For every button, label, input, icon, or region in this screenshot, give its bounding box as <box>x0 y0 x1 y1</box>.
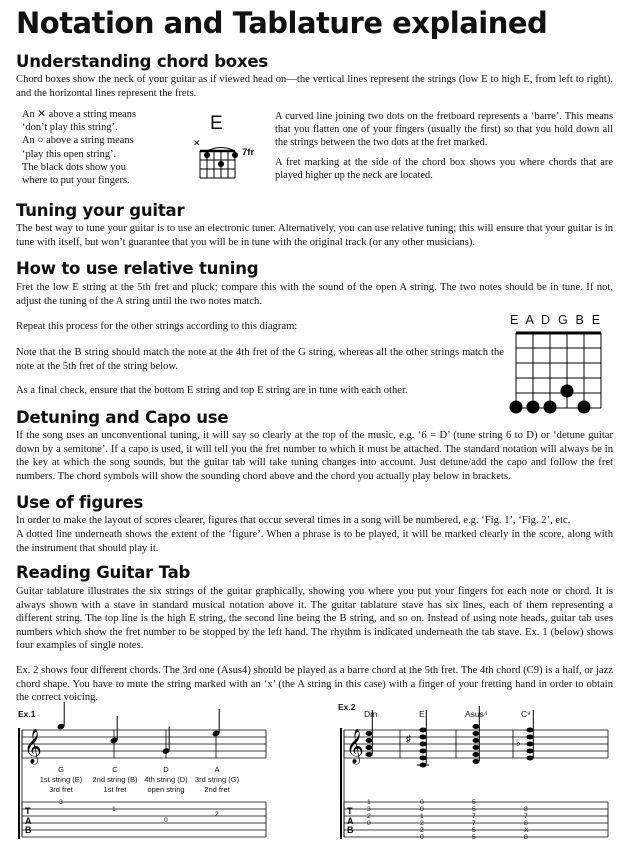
ex1-tab-number: 1 <box>112 806 116 813</box>
legend-line: The black dots show you <box>22 161 126 173</box>
ex1-note-caption: D 4th string (D) open string <box>144 765 188 794</box>
heading-figures: Use of figures <box>16 493 144 512</box>
legend-line: ‘play this open string’. <box>22 148 117 160</box>
ex2-chord-name: C⁹ <box>521 709 531 719</box>
fret-marking-text: A fret marking at the side of the chord box shows you where chords that are played higher up the neck are located. <box>275 157 613 182</box>
svg-text:♯: ♯ <box>406 734 411 745</box>
ex2-chord-name: E <box>419 709 425 719</box>
relative-text-1: Fret the low E string at the 5th fret and pluck; compare this with the sound of the open A string. The two notes should be in tune. If not, adjust the tuning of the A string until the two notes match. <box>16 282 613 307</box>
chord-e <box>406 710 429 768</box>
svg-text:♭: ♭ <box>516 738 521 749</box>
tab-text-2: Ex. 2 shows four different chords. The 3rd one (Asus4) should be played as a barre chord at the 5th fret. The 4th chord (C9) is a half, or jazz chord shape. You have to mute the string marked with an ‘x’ (the A string in this case) with a finger of your fretting hand in order to obtain the correct voicing. <box>16 665 613 704</box>
relative-tuning-diagram <box>513 332 603 417</box>
ex2-notation <box>338 720 618 860</box>
ex1-tab-letters: T A B <box>25 806 32 835</box>
finger-dot <box>218 161 224 167</box>
ex2-tab-column: 5 5 7 7 5 5 <box>472 799 476 841</box>
chord-box-legend <box>22 108 182 187</box>
note-g <box>57 702 66 730</box>
ex2-tab-column: 1 3 2 0 <box>367 799 371 827</box>
ex1-note-caption: C 2nd string (B) 1st fret <box>92 765 138 794</box>
treble-clef-icon: 𝄞 <box>24 729 42 764</box>
note-a <box>212 709 221 737</box>
fret-label: 7fr <box>242 147 255 158</box>
detuning-text: If the song uses an unconventional tuning, it will say so clearly at the top of the music, e.g. ‘6 = D’ (tune string 6 to D) or ‘detune guitar down by a semitone’. If a capo is used, it will tell you the fret number to which it must be attached. The standard notation will always be in the key at which the song sounds, but the guitar tab will take tuning changes into account. Just detune/add the capo and follow the fret numbers. The chord symbols will show the sounding chord above and the chord you actually play below in brackets. <box>16 430 613 482</box>
ex2-chord-name: Asus⁴ <box>465 709 488 719</box>
relative-text-2: Repeat this process for the other strings according to this diagram: <box>16 321 298 332</box>
tuning-text: The best way to tune your guitar is to use an electronic tuner. Alternatively, you can use relative tuning; this will ensure that your guitar is in tune with itself, but won’t guarantee that you will be in tune with the original track (or any other musicians). <box>16 223 613 248</box>
ex2-label: Ex.2 <box>338 702 356 712</box>
ex1-tab-number: 3 <box>59 799 63 806</box>
finger-dot <box>544 401 557 414</box>
ex1-note-caption: G 1st string (E) 3rd fret <box>39 765 83 794</box>
mute-icon: ✕ <box>193 138 201 148</box>
figures-text-2: A dotted line underneath shows the extent of the ‘figure’. When a phrase is to be played, it will be marked clearly in the score, along with the instrument that should play it. <box>16 529 613 554</box>
ex2-tab-letters: T A B <box>347 806 354 835</box>
finger-dot <box>510 401 523 414</box>
legend-line: where to put your fingers. <box>22 175 130 187</box>
finger-dot <box>527 401 540 414</box>
ex1-tab-number: 2 <box>215 811 219 818</box>
figures-text-1: In order to make the layout of scores clearer, figures that occur several times in a song will be numbered, e.g. ‘Fig. 1’, ‘Fig. 2’, etc. <box>16 515 571 526</box>
finger-dot <box>204 152 210 158</box>
legend-line: ‘don’t play this string’. <box>22 122 118 134</box>
heading-detuning: Detuning and Capo use <box>16 408 229 427</box>
heading-chord-boxes: Understanding chord boxes <box>16 52 268 71</box>
heading-tuning: Tuning your guitar <box>16 201 185 220</box>
heading-reading-tab: Reading Guitar Tab <box>16 563 191 582</box>
finger-dot <box>561 385 574 398</box>
legend-line: An ○ above a string means <box>22 135 134 147</box>
relative-text-3: Note that the B string should match the note at the 4th fret of the G string, whereas all the other strings match the note at the 5th fret of the string below. <box>16 347 504 372</box>
ex1-tab-number: 0 <box>164 817 168 824</box>
relative-text-4: As a final check, ensure that the bottom E string and top E string are in tune with each other. <box>16 385 408 396</box>
legend-line: An ✕ above a string means <box>22 109 137 120</box>
chord-boxes-intro: Chord boxes show the neck of your guitar as if viewed head on—the vertical lines represent the strings (low E to high E, from left to right), and the horizontal lines represent the frets. <box>16 74 613 99</box>
tuning-diagram-strings: E A D G B E <box>510 313 603 327</box>
finger-dot <box>232 152 238 158</box>
ex2-tab-column: 8 7 8 X 8 <box>524 806 529 841</box>
barre-text: A curved line joining two dots on the fretboard represents a ‘barre’. This means that you flatten one of your fingers (usually the first) so that you hold down all the strings between the two dots at the fret marked. <box>275 111 613 149</box>
heading-relative-tuning: How to use relative tuning <box>16 259 259 278</box>
chord-box-diagram <box>190 137 260 187</box>
tab-text-1: Guitar tablature illustrates the six strings of the guitar graphically, showing you where you put your fingers for each note or chord. It is always shown with a stave in standard musical notation above it. The guitar tablature stave has six lines, each of them representing a different string. The top line is the high E string, the second line being the B string, and so on. Instead of using note heads, guitar tab uses numbers which show the fret number to be stopped by the left hand. The rhythm is indicated underneath the tab stave. Ex. 1 (below) shows four examples of single notes. <box>16 586 613 652</box>
ex1-note-caption: A 3rd string (G) 2nd fret <box>194 765 240 794</box>
page-title: Notation and Tablature explained <box>16 6 548 40</box>
ex2-chord-name: Dm <box>364 709 378 719</box>
ex2-tab-column: 0 0 1 2 2 0 <box>420 799 424 841</box>
chord-box-label: E <box>210 113 223 134</box>
finger-dot <box>578 401 591 414</box>
ex1-label: Ex.1 <box>18 709 36 719</box>
treble-clef-icon: 𝄞 <box>346 729 364 764</box>
